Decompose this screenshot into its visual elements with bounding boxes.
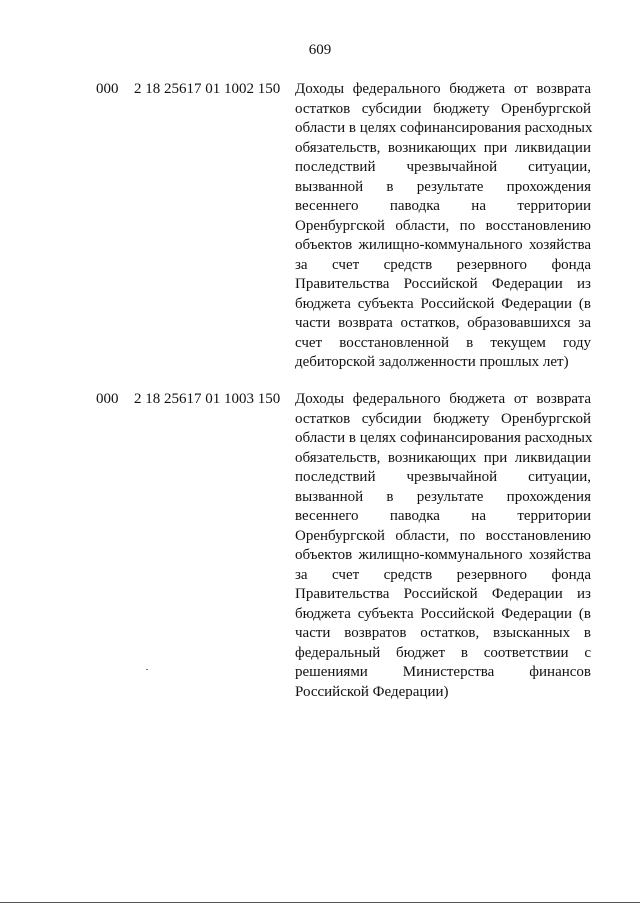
description-line: за счет средств резервного фонда	[295, 566, 591, 583]
description-line: весеннего паводка на территории	[295, 198, 591, 214]
description-line: объектов жилищно-коммунального хозяйства	[295, 237, 591, 253]
description-line: Правительства Российской Федерации из	[295, 276, 591, 292]
administrator-code: 000	[96, 81, 119, 97]
description-line: части возвратов остатков, взысканных в	[295, 625, 591, 641]
description-line: федеральный бюджет в соответствии с	[295, 644, 591, 661]
description-line: последствий чрезвычайной ситуации,	[295, 469, 591, 485]
description-line: дебиторской задолженности прошлых лет)	[295, 354, 569, 370]
description-line: за счет средств резервного фонда	[295, 256, 591, 273]
description-line: Оренбургской области, по восстановлению	[295, 527, 591, 544]
entry-description	[295, 390, 591, 702]
page-bottom-edge	[0, 902, 640, 903]
description-line: последствий чрезвычайной ситуации,	[295, 159, 591, 175]
description-line: вызванной в результате прохождения	[295, 178, 591, 195]
description-line: обязательств, возникающих при ликвидации	[295, 449, 591, 466]
description-line: вызванной в результате прохождения	[295, 488, 591, 505]
description-line: объектов жилищно-коммунального хозяйства	[295, 547, 591, 563]
description-line: обязательств, возникающих при ликвидации	[295, 139, 591, 156]
description-line: бюджета субъекта Российской Федерации (в	[295, 295, 591, 312]
administrator-code: 000	[96, 391, 119, 407]
description-line: Доходы федерального бюджета от возврата	[295, 81, 591, 97]
scan-speck	[146, 669, 148, 670]
description-line: области в целях софинансирования расходных	[295, 120, 593, 136]
description-line: области в целях софинансирования расходных	[295, 430, 593, 446]
description-line: Российской Федерации)	[295, 683, 449, 700]
description-line: остатков субсидии бюджету Оренбургской	[295, 410, 591, 427]
entry-description	[295, 80, 591, 373]
description-line: весеннего паводка на территории	[295, 508, 591, 524]
description-line: остатков субсидии бюджету Оренбургской	[295, 100, 591, 117]
description-line: Доходы федерального бюджета от возврата	[295, 391, 591, 407]
description-line: счет восстановленной в текущем году	[295, 334, 591, 351]
description-line: бюджета субъекта Российской Федерации (в	[295, 605, 591, 622]
description-line: решениями Министерства финансов	[295, 664, 591, 680]
description-line: части возврата остатков, образовавшихся за	[295, 315, 591, 331]
description-line: Оренбургской области, по восстановлению	[295, 217, 591, 234]
budget-classification-code: 2 18 25617 01 1002 150	[134, 81, 281, 97]
description-line: Правительства Российской Федерации из	[295, 586, 591, 602]
budget-classification-code: 2 18 25617 01 1003 150	[134, 391, 281, 407]
page-number: 609	[308, 42, 332, 58]
